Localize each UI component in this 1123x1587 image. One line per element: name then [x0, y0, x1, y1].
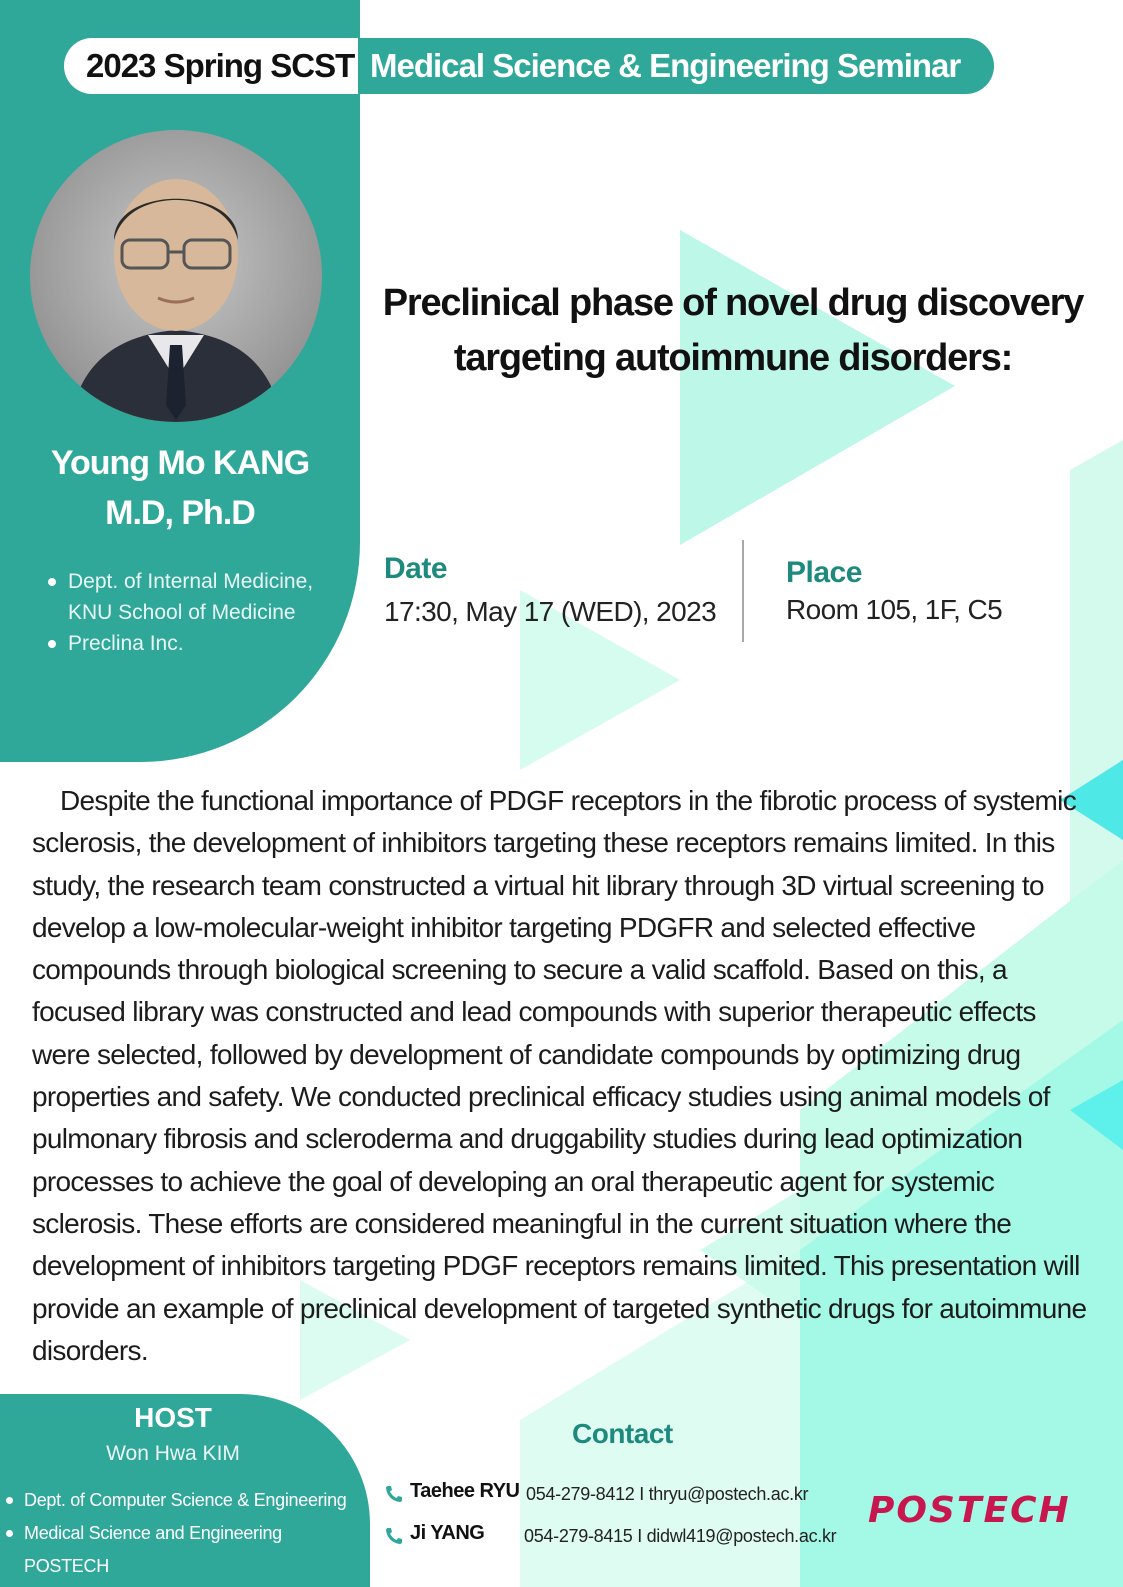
talk-title-line1: Preclinical phase of novel drug discovery: [382, 282, 1084, 324]
talk-title-line2: targeting autoimmune disorders:: [453, 337, 1013, 379]
host-name: Won Hwa KIM: [106, 1442, 240, 1465]
abstract-text: Despite the functional importance of PDGF receptors in the fibrotic process of systemic sclerosis, the development of inhibitors targeting these receptors remains limited. In this study, the research team constructed a virtual hit library through 3D virtual screening to develop a low-molecular-weight inhibitor targeting PDGFR and selected effective compounds through biological screening to secure a valid scaffold. Based on this, a focused library was constructed and lead compounds with superior therapeutic effects were selected, followed by development of candidate compounds by optimizing drug properties and safety. We conducted preclinical efficacy studies using animal models of pulmonary fibrosis and scleroderma and druggability studies during lead optimization processes to achieve the goal of developing an oral therapeutic agent for systemic sclerosis. These efforts are considered meaningful in the current situation where the development of inhibitors targeting PDGF receptors remains limited. This presentation will provide an example of preclinical development of targeted synthetic drugs for autoimmune disorders.: [32, 785, 1087, 1366]
place-value: Room 105, 1F, C5: [786, 594, 1003, 625]
place-label: Place: [786, 556, 862, 589]
affiliation-item: Preclina Inc.: [46, 628, 313, 659]
contact-name: Taehee RYU: [410, 1480, 520, 1502]
phone-icon: [384, 1484, 404, 1504]
postech-logo: POSTECH: [868, 1490, 1071, 1531]
affiliation-item: KNU School of Medicine: [68, 601, 296, 624]
speaker-name: Young Mo KANG: [50, 444, 310, 482]
host-affiliation-item: POSTECH: [24, 1556, 109, 1576]
speaker-affiliations: [46, 566, 313, 659]
talk-title: [368, 276, 1098, 386]
contact-title: Contact: [572, 1418, 673, 1449]
contact-info[interactable]: 054-279-8415 I didwl419@postech.ac.kr: [524, 1526, 837, 1546]
info-divider: [742, 540, 744, 642]
series-label: 2023 Spring SCST: [86, 47, 355, 84]
date-value: 17:30, May 17 (WED), 2023: [384, 596, 717, 627]
person-silhouette-icon: [30, 130, 322, 422]
host-title: HOST: [134, 1402, 212, 1433]
phone-icon: [384, 1526, 404, 1546]
host-affiliation-item: Medical Science and Engineering: [4, 1517, 347, 1550]
host-affiliation-item: Dept. of Computer Science & Engineering: [4, 1484, 347, 1517]
date-label: Date: [384, 552, 448, 585]
speaker-portrait: [30, 130, 322, 422]
contact-name: Ji YANG: [410, 1522, 485, 1544]
speaker-degrees: M.D, Ph.D: [105, 494, 255, 532]
host-affiliations: [4, 1484, 347, 1583]
contact-info[interactable]: 054-279-8412 I thryu@postech.ac.kr: [526, 1484, 809, 1504]
seminar-name: Medical Science & Engineering Seminar: [370, 47, 961, 84]
affiliation-item: Dept. of Internal Medicine,: [46, 566, 313, 597]
